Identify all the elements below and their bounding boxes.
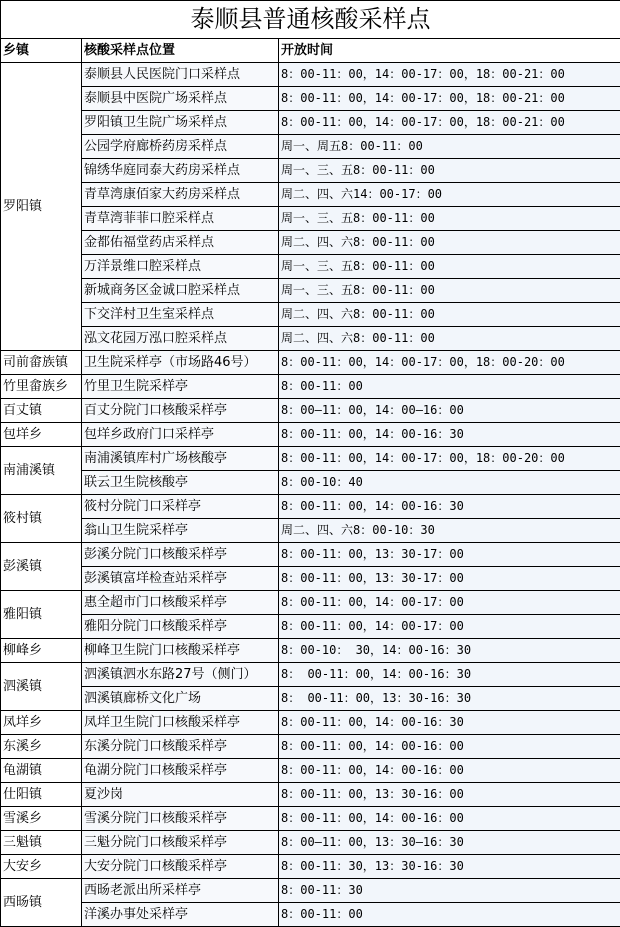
town-cell: 泗溪镇 xyxy=(1,663,82,711)
table-row xyxy=(1,903,620,927)
table-row xyxy=(1,519,620,543)
town-cell: 南浦溪镇 xyxy=(1,447,82,495)
town-cell: 雪溪乡 xyxy=(1,807,82,831)
town-cell: 仕阳镇 xyxy=(1,783,82,807)
table-row xyxy=(1,351,620,375)
hours-cell: 8：00-10： 30，14：00-16：30 xyxy=(279,639,620,663)
site-cell: 万洋景维口腔采样点 xyxy=(82,255,279,279)
hours-cell: 周二、四、六8：00-10：30 xyxy=(279,519,620,543)
site-cell: 筱村分院门口采样亭 xyxy=(82,495,279,519)
site-cell: 翁山卫生院采样亭 xyxy=(82,519,279,543)
table-row xyxy=(1,135,620,159)
site-cell: 公园学府廊桥药房采样点 xyxy=(82,135,279,159)
town-cell: 柳峰乡 xyxy=(1,639,82,663)
town-cell: 西旸镇 xyxy=(1,879,82,927)
site-cell: 青草湾菲菲口腔采样点 xyxy=(82,207,279,231)
site-cell: 南浦溪镇库村广场核酸亭 xyxy=(82,447,279,471)
town-cell: 司前畲族镇 xyxy=(1,351,82,375)
table-row xyxy=(1,399,620,423)
hours-cell: 8：00-11：00 xyxy=(279,375,620,399)
hours-cell: 8：00-11：00，14：00-16：00 xyxy=(279,735,620,759)
table-row xyxy=(1,783,620,807)
table-row xyxy=(1,471,620,495)
hours-cell: 8：00-11：00，14：00-17：00，18：00-21：00 xyxy=(279,87,620,111)
hours-cell: 8：00-11：00，14：00-17：00，18：00-20：00 xyxy=(279,351,620,375)
site-cell: 三魁分院门口核酸采样亭 xyxy=(82,831,279,855)
table-row xyxy=(1,279,620,303)
table-row xyxy=(1,111,620,135)
table-row xyxy=(1,615,620,639)
site-cell: 泗溪镇廊桥文化广场 xyxy=(82,687,279,711)
header-row xyxy=(1,39,620,63)
hours-cell: 8：00-11：00，14：00-17：00，18：00-21：00 xyxy=(279,111,620,135)
table-row xyxy=(1,639,620,663)
town-cell: 筱村镇 xyxy=(1,495,82,543)
table-row xyxy=(1,303,620,327)
hours-cell: 8：00-11：00，14：00-17：00，18：00-20：00 xyxy=(279,447,620,471)
table-row xyxy=(1,447,620,471)
header-hours: 开放时间 xyxy=(279,39,620,63)
site-cell: 包垟乡政府门口采样亭 xyxy=(82,423,279,447)
table-row xyxy=(1,327,620,351)
town-cell: 竹里畲族乡 xyxy=(1,375,82,399)
site-cell: 下交洋村卫生室采样点 xyxy=(82,303,279,327)
table-row xyxy=(1,879,620,903)
town-cell: 彭溪镇 xyxy=(1,543,82,591)
site-cell: 彭溪分院门口核酸采样亭 xyxy=(82,543,279,567)
table-row xyxy=(1,423,620,447)
hours-cell: 8：00-10：40 xyxy=(279,471,620,495)
hours-cell: 周二、四、六8：00-11：00 xyxy=(279,231,620,255)
hours-cell: 8：00-11：00，14：00-17：00 xyxy=(279,591,620,615)
table-row xyxy=(1,663,620,687)
site-cell: 锦绣华庭同泰大药房采样点 xyxy=(82,159,279,183)
table-row xyxy=(1,87,620,111)
town-cell: 百丈镇 xyxy=(1,399,82,423)
hours-cell: 8：00-11：00，14：00-17：00，18：00-21：00 xyxy=(279,63,620,87)
hours-cell: 8：00-11：00 xyxy=(279,903,620,927)
site-cell: 凤垟卫生院门口核酸采样亭 xyxy=(82,711,279,735)
hours-cell: 8：00-11：00，13：30-17：00 xyxy=(279,543,620,567)
site-cell: 泰顺县中医院广场采样点 xyxy=(82,87,279,111)
town-cell: 雅阳镇 xyxy=(1,591,82,639)
hours-cell: 8：00-11：00，13：30-17：00 xyxy=(279,567,620,591)
hours-cell: 周一、三、五8：00-11：00 xyxy=(279,255,620,279)
site-cell: 惠全超市门口核酸采样亭 xyxy=(82,591,279,615)
table-row xyxy=(1,711,620,735)
site-cell: 联云卫生院核酸亭 xyxy=(82,471,279,495)
site-cell: 新城商务区金诚口腔采样点 xyxy=(82,279,279,303)
town-cell: 罗阳镇 xyxy=(1,63,82,351)
site-cell: 竹里卫生院采样亭 xyxy=(82,375,279,399)
table-row xyxy=(1,855,620,879)
hours-cell: 8： 00-11：00，13：30-16：30 xyxy=(279,687,620,711)
table-row xyxy=(1,183,620,207)
table-row xyxy=(1,495,620,519)
site-cell: 大安分院门口核酸采样亭 xyxy=(82,855,279,879)
town-cell: 大安乡 xyxy=(1,855,82,879)
hours-cell: 周一、三、五8：00-11：00 xyxy=(279,279,620,303)
hours-cell: 8：00-11：00，14：00-16：00 xyxy=(279,759,620,783)
site-cell: 百丈分院门口核酸采样亭 xyxy=(82,399,279,423)
table-row xyxy=(1,687,620,711)
site-cell: 雪溪分院门口核酸采样亭 xyxy=(82,807,279,831)
town-cell: 三魁镇 xyxy=(1,831,82,855)
site-cell: 泰顺县人民医院门口采样点 xyxy=(82,63,279,87)
table-row xyxy=(1,159,620,183)
table-body xyxy=(1,63,620,927)
site-cell: 雅阳分院门口核酸采样亭 xyxy=(82,615,279,639)
town-cell: 东溪乡 xyxy=(1,735,82,759)
table-row xyxy=(1,735,620,759)
site-cell: 西旸老派出所采样亭 xyxy=(82,879,279,903)
table-row xyxy=(1,807,620,831)
table-row xyxy=(1,375,620,399)
site-cell: 泓文花园万泓口腔采样点 xyxy=(82,327,279,351)
table-row xyxy=(1,831,620,855)
hours-cell: 8：00-11：30 xyxy=(279,879,620,903)
table-row xyxy=(1,255,620,279)
hours-cell: 周一、周五8：00-11：00 xyxy=(279,135,620,159)
table-row xyxy=(1,591,620,615)
table-row xyxy=(1,207,620,231)
site-cell: 东溪分院门口核酸采样亭 xyxy=(82,735,279,759)
site-cell: 龟湖分院门口核酸采样亭 xyxy=(82,759,279,783)
hours-cell: 周二、四、六14：00-17：00 xyxy=(279,183,620,207)
site-cell: 洋溪办事处采样亭 xyxy=(82,903,279,927)
hours-cell: 周二、四、六8：00-11：00 xyxy=(279,303,620,327)
hours-cell: 周一、三、五8：00-11：00 xyxy=(279,207,620,231)
table-row xyxy=(1,63,620,87)
hours-cell: 8：00-11：00，14：00-16：30 xyxy=(279,423,620,447)
site-cell: 柳峰卫生院门口核酸采样亭 xyxy=(82,639,279,663)
page-title: 泰顺县普通核酸采样点 xyxy=(1,1,620,39)
hours-cell: 周二、四、六8：00-11：00 xyxy=(279,327,620,351)
hours-cell: 8： 00-11：00，14：00-16：30 xyxy=(279,663,620,687)
hours-cell: 8：00-11：00，14：00-16：30 xyxy=(279,711,620,735)
header-town: 乡镇 xyxy=(1,39,82,63)
hours-cell: 8：00-11：30，13：30-16：30 xyxy=(279,855,620,879)
table-row xyxy=(1,231,620,255)
site-cell: 泗溪镇泗水东路27号（侧门） xyxy=(82,663,279,687)
table-row xyxy=(1,567,620,591)
table-row xyxy=(1,759,620,783)
hours-cell: 8：00—11：00，13：30—16：30 xyxy=(279,831,620,855)
table-row xyxy=(1,543,620,567)
hours-cell: 8：00—11：00，14：00—16：00 xyxy=(279,399,620,423)
hours-cell: 8：00-11：00，13：30-16：00 xyxy=(279,783,620,807)
site-cell: 彭溪镇富垟检查站采样亭 xyxy=(82,567,279,591)
town-cell: 凤垟乡 xyxy=(1,711,82,735)
header-site: 核酸采样点位置 xyxy=(82,39,279,63)
site-cell: 卫生院采样亭（市场路46号） xyxy=(82,351,279,375)
town-cell: 龟湖镇 xyxy=(1,759,82,783)
hours-cell: 8：00-11：00，14：00-16：00 xyxy=(279,807,620,831)
site-cell: 金都佑福堂药店采样点 xyxy=(82,231,279,255)
site-cell: 夏沙岗 xyxy=(82,783,279,807)
hours-cell: 8：00-11：00，14：00-16：30 xyxy=(279,495,620,519)
site-cell: 罗阳镇卫生院广场采样点 xyxy=(82,111,279,135)
hours-cell: 周一、三、五8：00-11：00 xyxy=(279,159,620,183)
town-cell: 包垟乡 xyxy=(1,423,82,447)
site-cell: 青草湾康佰家大药房采样点 xyxy=(82,183,279,207)
title-row xyxy=(1,1,620,39)
hours-cell: 8：00-11：00，14：00-17：00 xyxy=(279,615,620,639)
